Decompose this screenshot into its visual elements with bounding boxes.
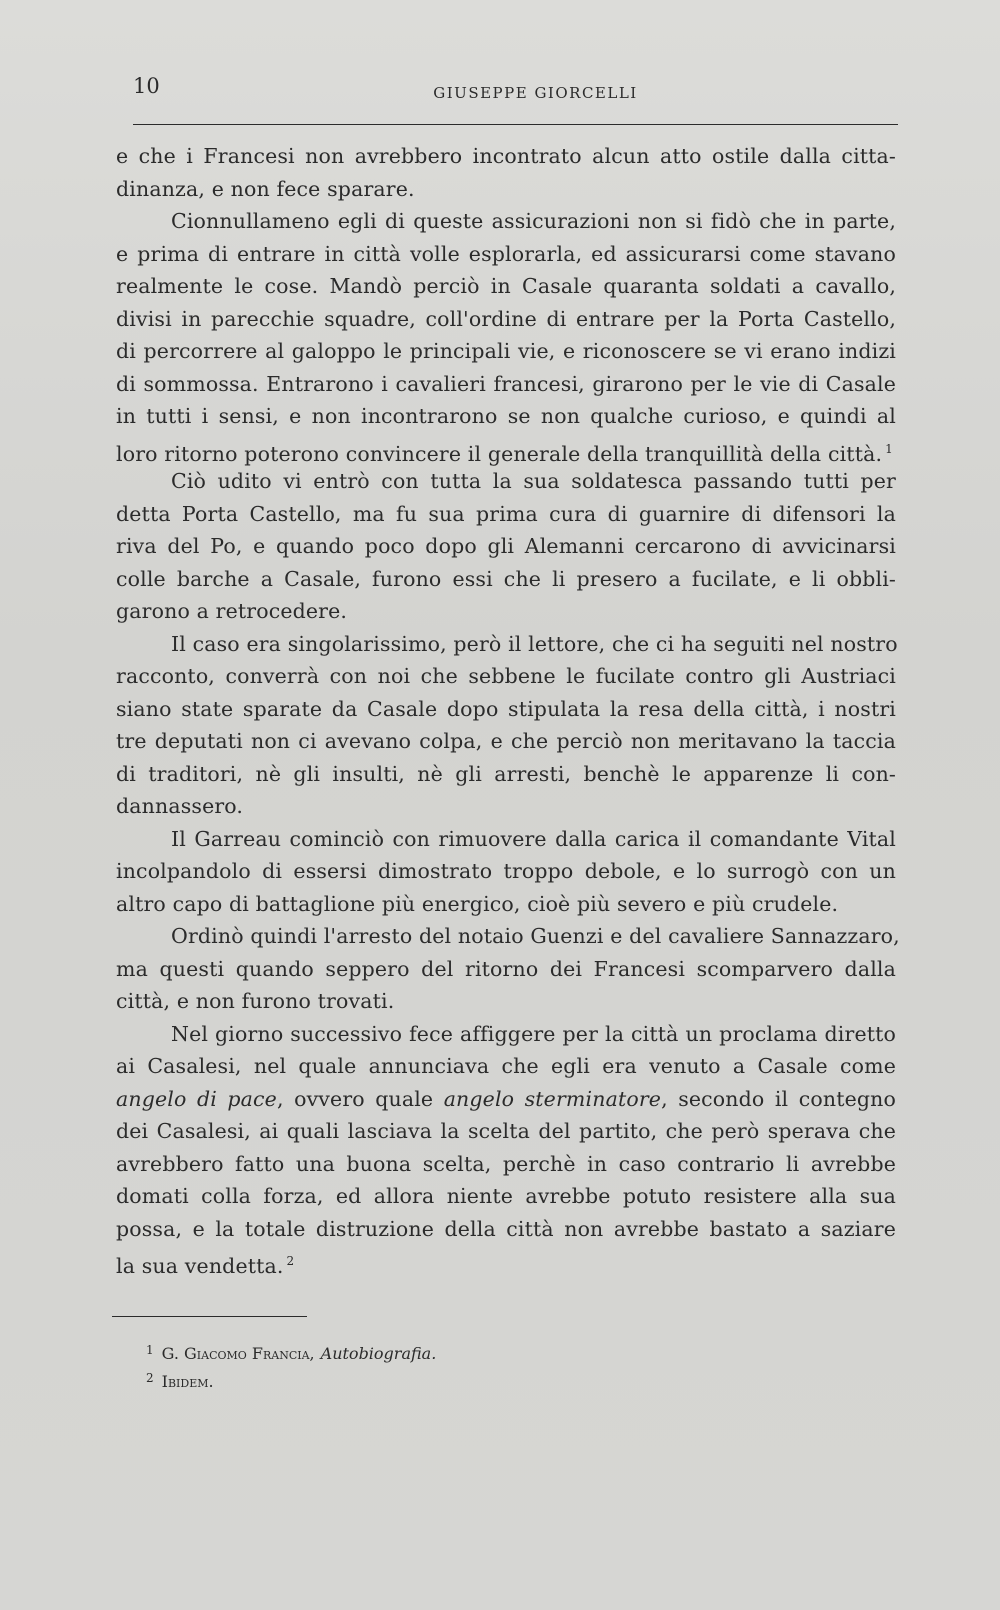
text-line [116,303,896,336]
text-line [116,888,896,921]
text-content: avrebbero fatto una buona scelta, perchè in caso contrario li avrebbe [116,1151,896,1176]
text-line [116,498,896,531]
running-head: GIUSEPPE GIORCELLI [433,84,638,102]
text-line [116,920,900,953]
text-line [116,1148,896,1181]
paragraph [116,465,896,628]
text-content: siano state sparate da Casale dopo stipulata la resa della città, i nostri [116,696,896,721]
text-line [116,595,896,628]
text-fragment: , ovvero quale [276,1086,444,1111]
text-line [116,563,896,596]
text-content: ai Casalesi, nel quale annunciava che egli era venuto a Casale come [116,1054,896,1078]
text-content: in tutti i sensi, e non incontrarono se non qualche curioso, e quindi al [116,404,896,428]
footnote-number: 2 [146,1371,154,1385]
text-line [116,368,896,401]
footnote [146,1366,646,1394]
paragraph [116,628,896,823]
text-line [116,790,896,823]
text-content: e prima di entrare in città volle esplorarla, ed assicurarsi come stavano [116,241,896,266]
text-content: colle barche a Casale, furono essi che li presero a fucilate, e li obbli- [116,566,896,591]
paragraph [116,1018,896,1278]
text-line [116,530,896,563]
footnote-rule [112,1316,307,1317]
text-line [116,823,896,856]
text-content: Il caso era singolarissimo, però il lettore, che ci ha seguiti nel nostro [171,631,898,656]
footnote-reference[interactable]: 1 [885,441,893,456]
text-line [116,1018,896,1051]
body-text [116,140,900,1278]
text-content: realmente le cose. Mandò perciò in Casale quaranta soldati a cavallo, [116,274,896,298]
page-header [133,70,898,100]
text-content: racconto, converrà con noi che sebbene le fucilate contro gli Austriaci [116,664,896,688]
text-content: garono a retrocedere. [116,599,348,623]
text-content: divisi in parecchie squadre, coll'ordine di entrare per la Porta Castello, [116,306,896,331]
header-rule [133,124,898,125]
text-content: possa, e la totale distruzione della città non avrebbe bastato a saziare [116,1216,896,1241]
text-line [116,725,896,758]
footnote-number: 1 [146,1343,154,1357]
text-content: Il Garreau cominciò con rimuovere dalla carica il comandante Vital [171,826,896,851]
text-line [116,140,896,173]
paragraph [116,205,896,465]
footnote-reference[interactable]: 2 [286,1254,295,1268]
paragraph [116,920,900,1018]
text-line [116,1083,896,1116]
paragraph [116,823,896,921]
text-line [116,628,896,661]
text-line [116,205,896,238]
text-line [116,1213,896,1246]
text-content: riva del Po, e quando poco dopo gli Alemanni cercarono di avvicinarsi [116,534,896,558]
text-content: altro capo di battaglione più energico, cioè più severo e più crudele. [116,891,839,916]
text-content: la sua vendetta. [116,1254,284,1278]
text-content: dannassero. [116,794,244,818]
text-line [116,1050,896,1083]
text-line [116,173,896,206]
text-line [116,400,896,433]
text-content: Ciò udito vi entrò con tutta la sua soldatesca passando tutti per [171,469,896,493]
text-content: di percorrere al galoppo le principali vie, e riconoscere se vi erano indizi [116,339,896,363]
text-content: domati colla forza, ed allora niente avrebbe potuto resistere alla sua [116,1184,896,1208]
text-line [116,660,896,693]
text-content: detta Porta Castello, ma fu sua prima cura di guarnire di difensori la [116,501,896,526]
text-content: ma questi quando seppero del ritorno dei Francesi scomparvero dalla [116,956,896,981]
text-content: di sommossa. Entrarono i cavalieri francesi, girarono per le vie di Casale [116,371,896,396]
italic-phrase: angelo sterminatore [443,1086,662,1111]
italic-phrase: angelo di pace [116,1086,277,1111]
text-line [116,855,896,888]
text-line [116,953,896,986]
text-line [116,1180,896,1213]
text-line [116,985,896,1018]
text-line [116,693,896,726]
text-line [116,270,896,303]
text-content: dei Casalesi, ai quali lasciava la scelta del partito, che però sperava che [116,1119,896,1143]
text-content: città, e non furono trovati. [116,989,395,1013]
text-line [116,1115,896,1148]
text-content: e che i Francesi non avrebbero incontrato alcun atto ostile dalla citta- [116,144,896,168]
text-content: Ordinò quindi l'arresto del notaio Guenzi e del cavaliere Sannazzaro, [171,924,900,948]
text-content: Cionnullameno egli di queste assicurazioni non si fidò che in parte, [171,209,896,233]
text-content: dinanza, e non fece sparare. [116,176,415,201]
text-line [116,465,896,498]
footnote [146,1338,646,1366]
text-fragment: , secondo il contegno [661,1086,896,1111]
footnotes [146,1338,646,1394]
text-line [116,1245,896,1278]
text-content: incolpandolo di essersi dimostrato troppo debole, e lo surrogò con un [116,859,896,883]
footnote-author: G. Giacomo Francia, [161,1344,315,1363]
text-line [116,238,896,271]
footnote-title: Autobiografia. [320,1344,437,1363]
text-content: di traditori, nè gli insulti, nè gli arresti, benchè le apparenze li con- [116,761,896,786]
page-number: 10 [133,74,160,98]
text-line [116,758,896,791]
paragraph [116,140,896,205]
text-content: Nel giorno successivo fece affiggere per la città un proclama diretto [171,1021,896,1046]
text-line [116,335,896,368]
text-line [116,433,896,466]
text-content: tre deputati non ci avevano colpa, e che perciò non meritavano la taccia [116,729,896,753]
text-content: loro ritorno poterono convincere il generale della tranquillità della città. [116,441,883,466]
footnote-author: Ibidem. [161,1372,214,1391]
